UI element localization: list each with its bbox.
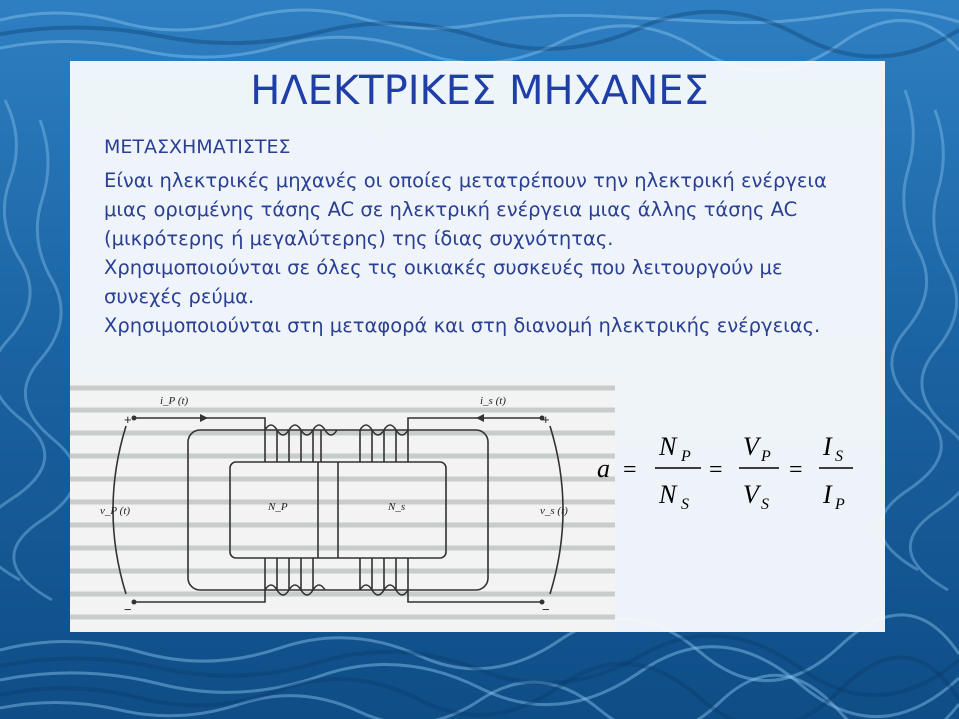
paragraph-definition: Είναι ηλεκτρικές μηχανές οι οποίες μετατρέπουν την ηλεκτρική ενέργεια μιας ορισμένης τάσης AC σε ηλεκτρική ενέργεια μιας άλλης τάσης AC (μικρότερης ή μεγαλύτερης) της ίδιας συχνότητας. [104,169,827,250]
paragraph-transmission: Χρησιμοποιούνται στη μεταφορά και στη διανομή ηλεκτρικής ενέργειας. [104,314,821,337]
formula-ns-denominator: N [659,480,677,509]
formula-vs-denominator: V [743,480,759,509]
formula-ip-sub: P [835,496,845,513]
formula-is-sub: S [835,448,843,465]
formula-a: a [597,454,610,483]
transformer-diagram [70,378,615,632]
formula-vs-sub: S [761,496,769,513]
formula-ns-sub: S [681,496,689,513]
slide-body [104,166,864,340]
label-vs: v_s (t) [540,505,568,517]
slide-title: ΗΛΕΚΤΡΙΚΕΣ ΜΗΧΑΝΕΣ [250,68,709,114]
label-np: N_P [268,501,288,513]
label-is: i_s (t) [480,395,506,407]
formula-vp-numerator: V [743,432,759,461]
turns-ratio-formula [593,425,863,525]
formula-np-numerator: N [659,432,677,461]
label-vp: v_P (t) [100,505,131,517]
formula-vp-sub: P [761,448,771,465]
label-ip: i_P (t) [160,395,189,407]
formula-is-numerator: I [823,432,832,461]
primary-plus-sign: + [124,412,132,427]
formula-ip-denominator: I [823,480,832,509]
formula-eq-2: = [709,457,723,483]
formula-eq-1: = [623,457,637,483]
paragraph-household: Χρησιμοποιούνται σε όλες τις οικιακές συσκευές που λειτουργούν με συνεχές ρεύμα. [104,256,783,308]
formula-np-sub: P [681,448,691,465]
formula-eq-3: = [789,457,803,483]
primary-minus-sign: − [124,602,132,617]
secondary-plus-sign: + [542,412,550,427]
secondary-minus-sign: − [542,602,550,617]
label-ns: N_s [388,501,406,513]
slide-subtitle: ΜΕΤΑΣΧΗΜΑΤΙΣΤΕΣ [104,136,291,158]
